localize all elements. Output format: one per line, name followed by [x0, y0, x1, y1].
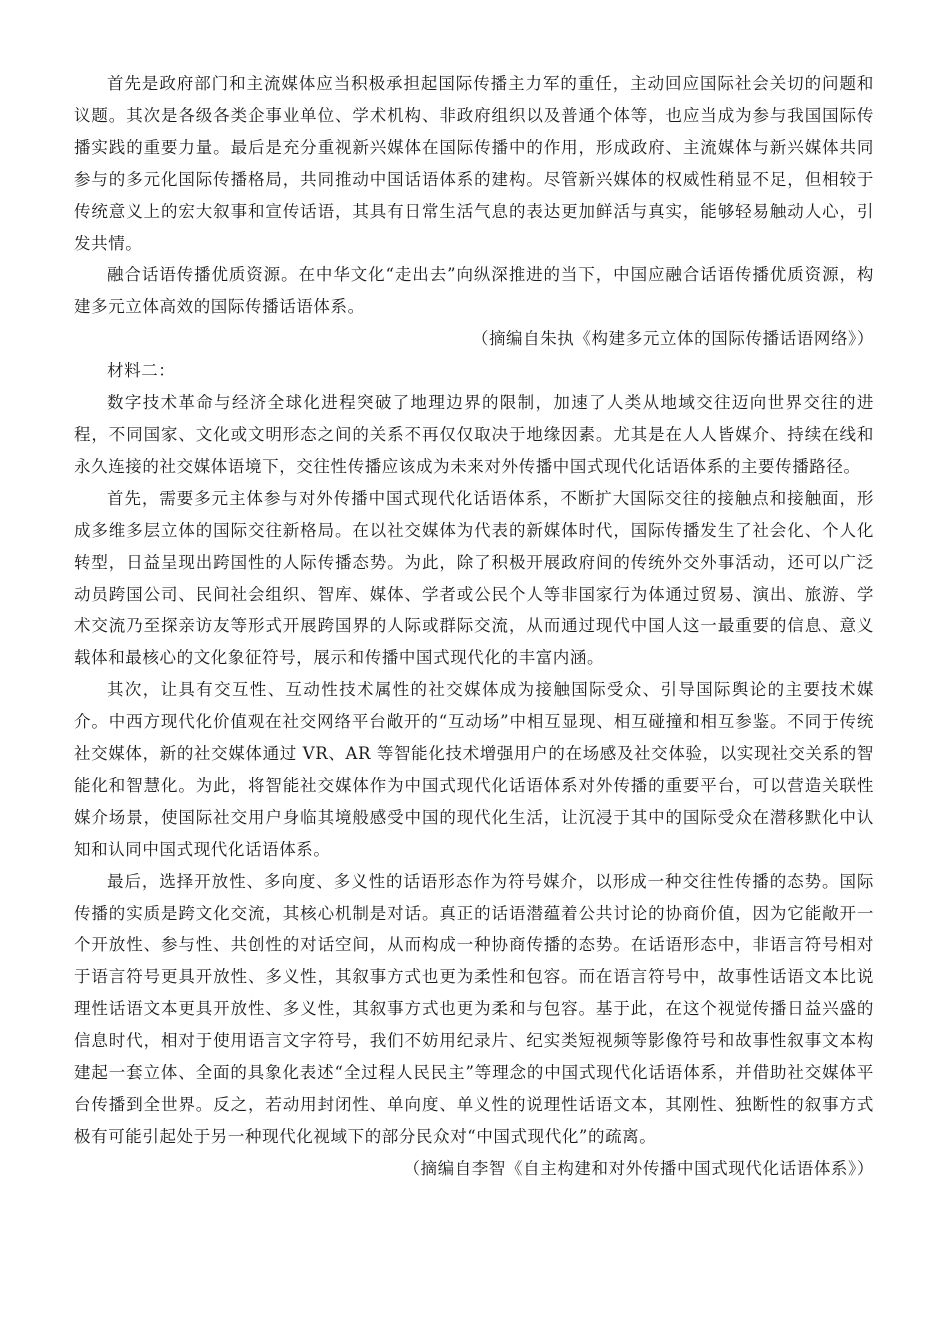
material2-label: 材料二： [107, 361, 176, 381]
document-body [74, 68, 874, 1185]
material2-source: （摘编自李智《自主构建和对外传播中国式现代化话语体系》） [403, 1158, 874, 1178]
material1-paragraph-1: 首先是政府部门和主流媒体应当积极承担起国际传播主力军的重任，主动回应国际社会关切的问题和议题。其次是各级各类企事业单位、学术机构、非政府组织以及普通个体等，也应当成为参与我国国际传播实践的重要力量。最后是充分重视新兴媒体在国际传播中的作用，形成政府、主流媒体与新兴媒体共同参与的多元化国际传播格局，共同推动中国话语体系的建构。尽管新兴媒体的权威性稍显不足，但相较于传统意义上的宏大叙事和宣传话语，其具有日常生活气息的表达更加鲜活与真实，能够轻易触动人心，引发共情。 [74, 74, 874, 253]
material2-paragraph-4: 最后，选择开放性、多向度、多义性的话语形态作为符号媒介，以形成一种交往性传播的态势。国际传播的实质是跨文化交流，其核心机制是对话。真正的话语潜蕴着公共讨论的协商价值，因为它能敞开一个开放性、参与性、共创性的对话空间，从而构成一种协商传播的态势。在话语形态中，非语言符号相对于语言符号更具开放性、多义性，其叙事方式也更为柔性和包容。而在语言符号中，故事性话语文本比说理性话语文本更具开放性、多义性，其叙事方式也更为柔和与包容。基于此，在这个视觉传播日益兴盛的信息时代，相对于使用语言文字符号，我们不妨用纪录片、纪实类短视频等影像符号和故事性叙事文本构建起一套立体、全面的具象化表述“全过程人民民主”等理念的中国式现代化话语体系，并借助社交媒体平台传播到全世界。反之，若动用封闭性、单向度、单义性的说理性话语文本，其刚性、独断性的叙事方式极有可能引起处于另一种现代化视域下的部分民众对“中国式现代化”的疏离。 [74, 871, 874, 1146]
material2-paragraph-1: 数字技术革命与经济全球化进程突破了地理边界的限制，加速了人类从地域交往迈向世界交往的进程，不同国家、文化或文明形态之间的关系不再仅仅取决于地缘因素。尤其是在人人皆媒介、持续在线和永久连接的社交媒体语境下，交往性传播应该成为未来对外传播中国式现代化话语体系的主要传播路径。 [74, 393, 874, 476]
material1-source: （摘编自朱执《构建多元立体的国际传播话语网络》） [471, 329, 874, 349]
material2-paragraph-3: 其次，让具有交互性、互动性技术属性的社交媒体成为接触国际受众、引导国际舆论的主要技术媒介。中西方现代化价值观在社交网络平台敞开的“互动场”中相互显现、相互碰撞和相互参鉴。不同于传统社交媒体，新的社交媒体通过 VR、AR 等智能化技术增强用户的在场感及社交体验，以实现社交关系的智能化和智慧化。为此，将智能社交媒体作为中国式现代化话语体系对外传播的重要平台，可以营造关联性媒介场景，使国际社交用户身临其境般感受中国的现代化生活，让沉浸于其中的国际受众在潜移默化中认知和认同中国式现代化话语体系。 [74, 680, 874, 859]
material2-paragraph-2: 首先，需要多元主体参与对外传播中国式现代化话语体系，不断扩大国际交往的接触点和接触面，形成多维多层立体的国际交往新格局。在以社交媒体为代表的新媒体时代，国际传播发生了社会化、个人化转型，日益呈现出跨国性的人际传播态势。为此，除了积极开展政府间的传统外交外事活动，还可以广泛动员跨国公司、民间社会组织、智库、媒体、学者或公民个人等非国家行为体通过贸易、演出、旅游、学术交流乃至探亲访友等形式开展跨国界的人际或群际交流，从而通过现代中国人这一最重要的信息、意义载体和最核心的文化象征符号，展示和传播中国式现代化的丰富内涵。 [74, 488, 874, 668]
material1-paragraph-2: 融合话语传播优质资源。在中华文化“走出去”向纵深推进的当下，中国应融合话语传播优质资源，构建多元立体高效的国际传播话语体系。 [74, 265, 874, 317]
